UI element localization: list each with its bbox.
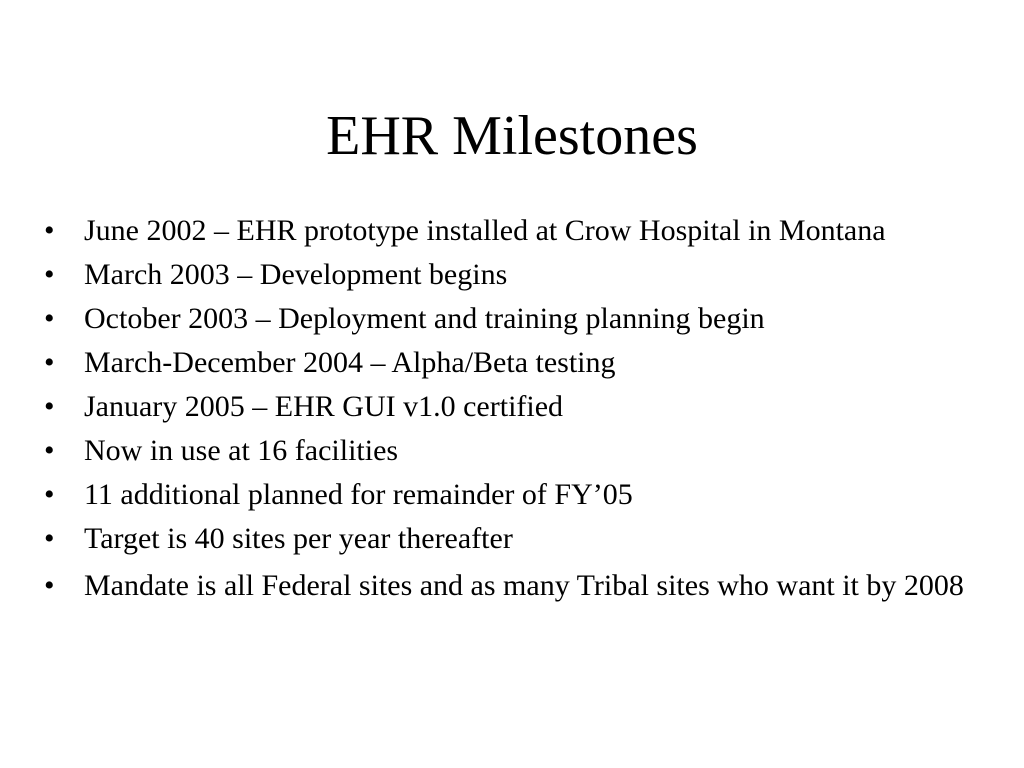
bullet-icon: • [44,258,55,291]
bullet-item [44,214,974,248]
bullet-item [44,522,974,556]
bullet-item [44,478,974,512]
bullet-text: March-December 2004 – Alpha/Beta testing [84,346,616,379]
bullet-text: March 2003 – Development begins [84,258,508,291]
bullet-icon: • [44,434,55,467]
bullet-item [44,258,974,292]
slide-title: EHR Milestones [326,105,698,167]
bullet-icon: • [44,569,55,602]
bullet-text: Now in use at 16 facilities [84,434,399,467]
bullet-icon: • [44,214,55,247]
bullet-icon: • [44,302,55,335]
bullet-item [44,346,974,380]
bullet-item [44,390,974,424]
bullet-text: Target is 40 sites per year thereafter [84,522,513,555]
bullet-icon: • [44,522,55,555]
bullet-icon: • [44,390,55,423]
bullet-list [44,214,974,616]
bullet-item [44,302,974,336]
bullet-text: Mandate is all Federal sites and as many Tribal sites who want it by 2008 [84,569,964,602]
bullet-icon: • [44,478,55,511]
bullet-text: October 2003 – Deployment and training planning begin [84,302,765,335]
bullet-text: June 2002 – EHR prototype installed at Crow Hospital in Montana [84,214,886,247]
bullet-item [44,434,974,468]
bullet-text: January 2005 – EHR GUI v1.0 certified [84,390,564,423]
bullet-item [44,566,974,606]
bullet-icon: • [44,346,55,379]
bullet-text: 11 additional planned for remainder of FY’05 [84,478,633,511]
